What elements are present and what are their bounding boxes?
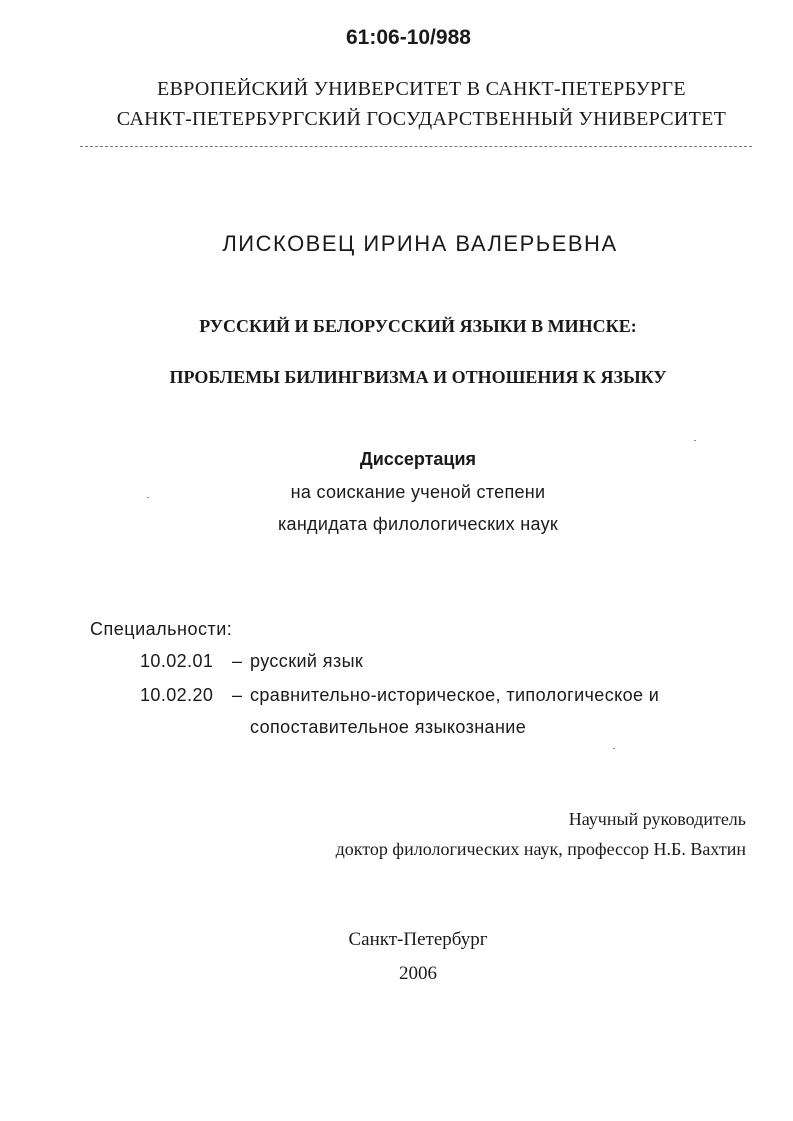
supervisor-label: Научный руководитель (568, 809, 746, 829)
specialty-code: 10.02.01 (140, 651, 214, 671)
scan-speck (613, 748, 615, 749)
year: 2006 (399, 963, 437, 984)
specialty-name: сравнительно-историческое, типологическое и (250, 685, 660, 705)
scan-speck (694, 440, 696, 441)
specialty-code: 10.02.20 (140, 685, 214, 705)
scan-speck (147, 497, 149, 498)
dissertation-label: Диссертация (359, 449, 477, 469)
city: Санкт-Петербург (348, 929, 488, 950)
supervisor-name: доктор филологических наук, профессор Н.Б. Вахтин (335, 839, 746, 859)
university-name-1: ЕВРОПЕЙСКИЙ УНИВЕРСИТЕТ В САНКТ-ПЕТЕРБУРГЕ (157, 78, 686, 100)
specialty-dash: – (232, 685, 243, 705)
specialty-name-continued: сопоставительное языкознание (250, 717, 527, 737)
thesis-title-line-2: ПРОБЛЕМЫ БИЛИНГВИЗМА И ОТНОШЕНИЯ К ЯЗЫКУ (169, 367, 667, 387)
archive-code: 61:06-10/988 (346, 26, 471, 49)
specialty-name: русский язык (250, 651, 364, 671)
degree-line-1: на соискание ученой степени (290, 482, 546, 502)
author-name: ЛИСКОВЕЦ ИРИНА ВАЛЕРЬЕВНА (222, 231, 618, 256)
degree-line-2: кандидата филологических наук (277, 514, 559, 534)
thesis-title-line-1: РУССКИЙ И БЕЛОРУССКИЙ ЯЗЫКИ В МИНСКЕ: (199, 316, 637, 336)
specialties-label: Специальности: (90, 619, 233, 639)
header-divider (80, 146, 752, 147)
specialty-dash: – (232, 651, 243, 671)
university-name-2: САНКТ-ПЕТЕРБУРГСКИЙ ГОСУДАРСТВЕННЫЙ УНИВЕРСИТЕТ (116, 108, 727, 130)
